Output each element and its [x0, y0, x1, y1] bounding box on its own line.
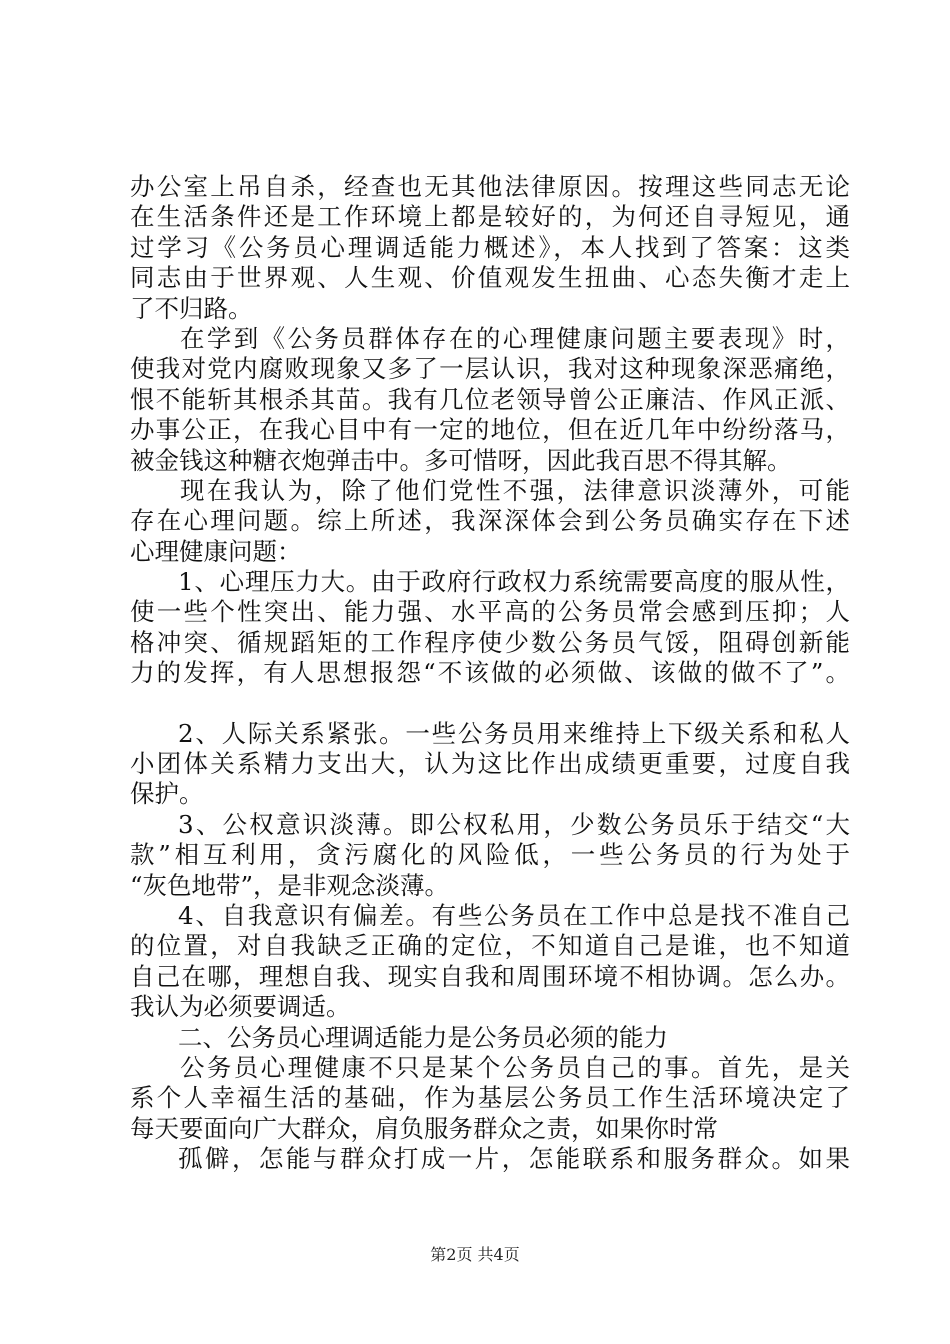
paragraph: [130, 810, 850, 901]
text-line: 自己在哪，理想自我、现实自我和周围环境不相协调。怎么办。: [130, 961, 850, 991]
text-line: 3、公权意识淡薄。即公权私用，少数公务员乐于结交“大: [178, 809, 850, 839]
text-line: 使我对党内腐败现象又多了一层认识，我对这种现象深恶痛绝，: [130, 354, 850, 384]
text-line: 格冲突、循规蹈矩的工作程序使少数公务员气馁，阻碍创新能: [130, 627, 850, 657]
paragraph: [130, 324, 850, 476]
text-line: 同志由于世界观、人生观、价值观发生扭曲、心态失衡才走上: [130, 263, 850, 293]
paragraph: [130, 1144, 850, 1174]
text-line: 过学习《公务员心理调适能力概述》，本人找到了答案：这类: [130, 232, 850, 262]
text-line: 心理健康问题：: [130, 536, 302, 566]
text-line: 恨不能斩其根杀其苗。我有几位老领导曾公正廉洁、作风正派、: [130, 384, 850, 414]
paragraph: [130, 476, 850, 567]
text-line: 办事公正，在我心目中有一定的地位，但在近几年中纷纷落马，: [130, 415, 850, 445]
text-line: 公务员心理健康不只是某个公务员自己的事。首先，是关: [180, 1052, 850, 1082]
text-line: 1、心理压力大。由于政府行政权力系统需要高度的服从性，: [178, 567, 850, 597]
text-line: 存在心理问题。综上所述，我深深体会到公务员确实存在下述: [130, 506, 850, 536]
text-line: 现在我认为，除了他们党性不强，法律意识淡薄外，可能: [180, 475, 850, 505]
text-line: 使一些个性突出、能力强、水平高的公务员常会感到压抑；人: [130, 597, 850, 627]
text-line: 二、公务员心理调适能力是公务员必须的能力: [178, 1022, 668, 1052]
document-body: [130, 172, 850, 1175]
text-line: 在生活条件还是工作环境上都是较好的，为何还自寻短见，通: [130, 202, 850, 232]
text-line: 我认为必须要调适。: [130, 992, 351, 1022]
text-line: 办公室上吊自杀，经查也无其他法律原因。按理这些同志无论: [130, 172, 850, 201]
text-line: 了不归路。: [130, 293, 253, 323]
text-line: 系个人幸福生活的基础，作为基层公务员工作生活环境决定了: [130, 1083, 850, 1113]
paragraph: [130, 567, 850, 689]
text-line: 被金钱这种糖衣炮弹击中。多可惜呀，因此我百思不得其解。: [130, 445, 792, 475]
paragraph: [130, 172, 850, 324]
section-heading: [130, 1023, 850, 1053]
text-line: 每天要面向广大群众，肩负服务群众之责，如果你时常: [130, 1113, 718, 1143]
page-footer: 第2页 共4页: [430, 1245, 520, 1264]
text-line: 款”相互利用，贪污腐化的风险低，一些公务员的行为处于: [130, 840, 850, 870]
text-line: 的位置，对自我缺乏正确的定位，不知道自己是谁，也不知道: [130, 931, 850, 961]
paragraph: [130, 1053, 850, 1144]
text-line: 4、自我意识有偏差。有些公务员在工作中总是找不准自己: [178, 900, 850, 930]
text-line: “灰色地带”，是非观念淡薄。: [130, 870, 450, 900]
text-line: 保护。: [130, 779, 204, 809]
blank-line: [130, 689, 850, 719]
paragraph: [130, 901, 850, 1023]
text-line: 小团体关系精力支出大，认为这比作出成绩更重要，过度自我: [130, 749, 850, 779]
text-line: 2、人际关系紧张。一些公务员用来维持上下级关系和私人: [178, 718, 850, 748]
text-line: 孤僻，怎能与群众打成一片，怎能联系和服务群众。如果: [178, 1144, 850, 1174]
text-line: 在学到《公务员群体存在的心理健康问题主要表现》时，: [180, 323, 850, 353]
text-line: 力的发挥，有人思想报怨“不该做的必须做、该做的做不了”。: [130, 658, 850, 688]
paragraph: [130, 719, 850, 810]
